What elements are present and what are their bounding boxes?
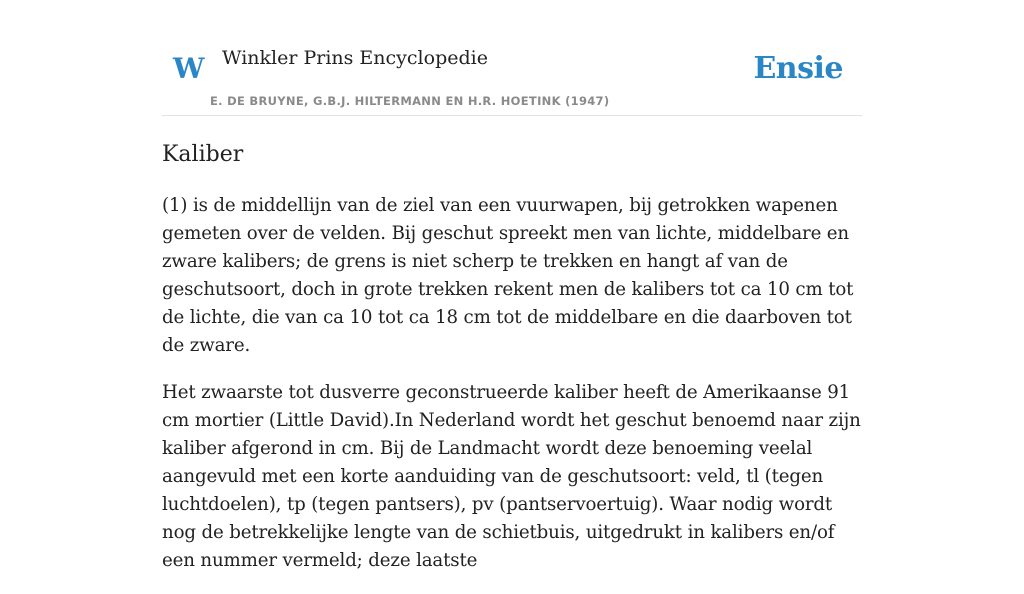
winkler-prins-logo[interactable]: W [173, 52, 205, 85]
article-paragraph: (1) is de middellijn van de ziel van een vuurwapen, bij getrokken wapenen gemeten over de velden. Bij geschut spreekt men van lichte, middelbare en zware kalibers; de grens is niet scherp te trekken en hangt af van de geschutsoort, doch in grote trekken rekent men de kalibers tot ca 10 cm tot de lichte, die van ca 10 tot ca 18 cm tot de middelbare en die daarboven tot de zware. [162, 195, 854, 356]
article-body [162, 192, 866, 594]
article-paragraph: Het zwaarste tot dusverre geconstrueerde kaliber heeft de Amerikaanse 91 cm mortier (Little David).In Nederland wordt het geschut benoemd naar zijn kaliber afgerond in cm. Bij de Landmacht wordt deze benoeming veelal aangevuld met een korte aanduiding van de geschutsoort: veld, tl (tegen luchtdoelen), tp (tegen pantsers), pv (pantservoertuig). Waar nodig wordt nog de betrekkelijke lengte van de schietbuis, uitgedrukt in kalibers en/of een nummer vermeld; deze laatste [162, 382, 861, 571]
ensie-logo[interactable]: Ensie [753, 51, 843, 86]
source-header [162, 0, 862, 116]
source-title[interactable]: Winkler Prins Encyclopedie [222, 47, 488, 69]
article-title: Kaliber [162, 142, 244, 167]
source-authors: E. DE BRUYNE, G.B.J. HILTERMANN EN H.R. HOETINK (1947) [210, 94, 610, 108]
